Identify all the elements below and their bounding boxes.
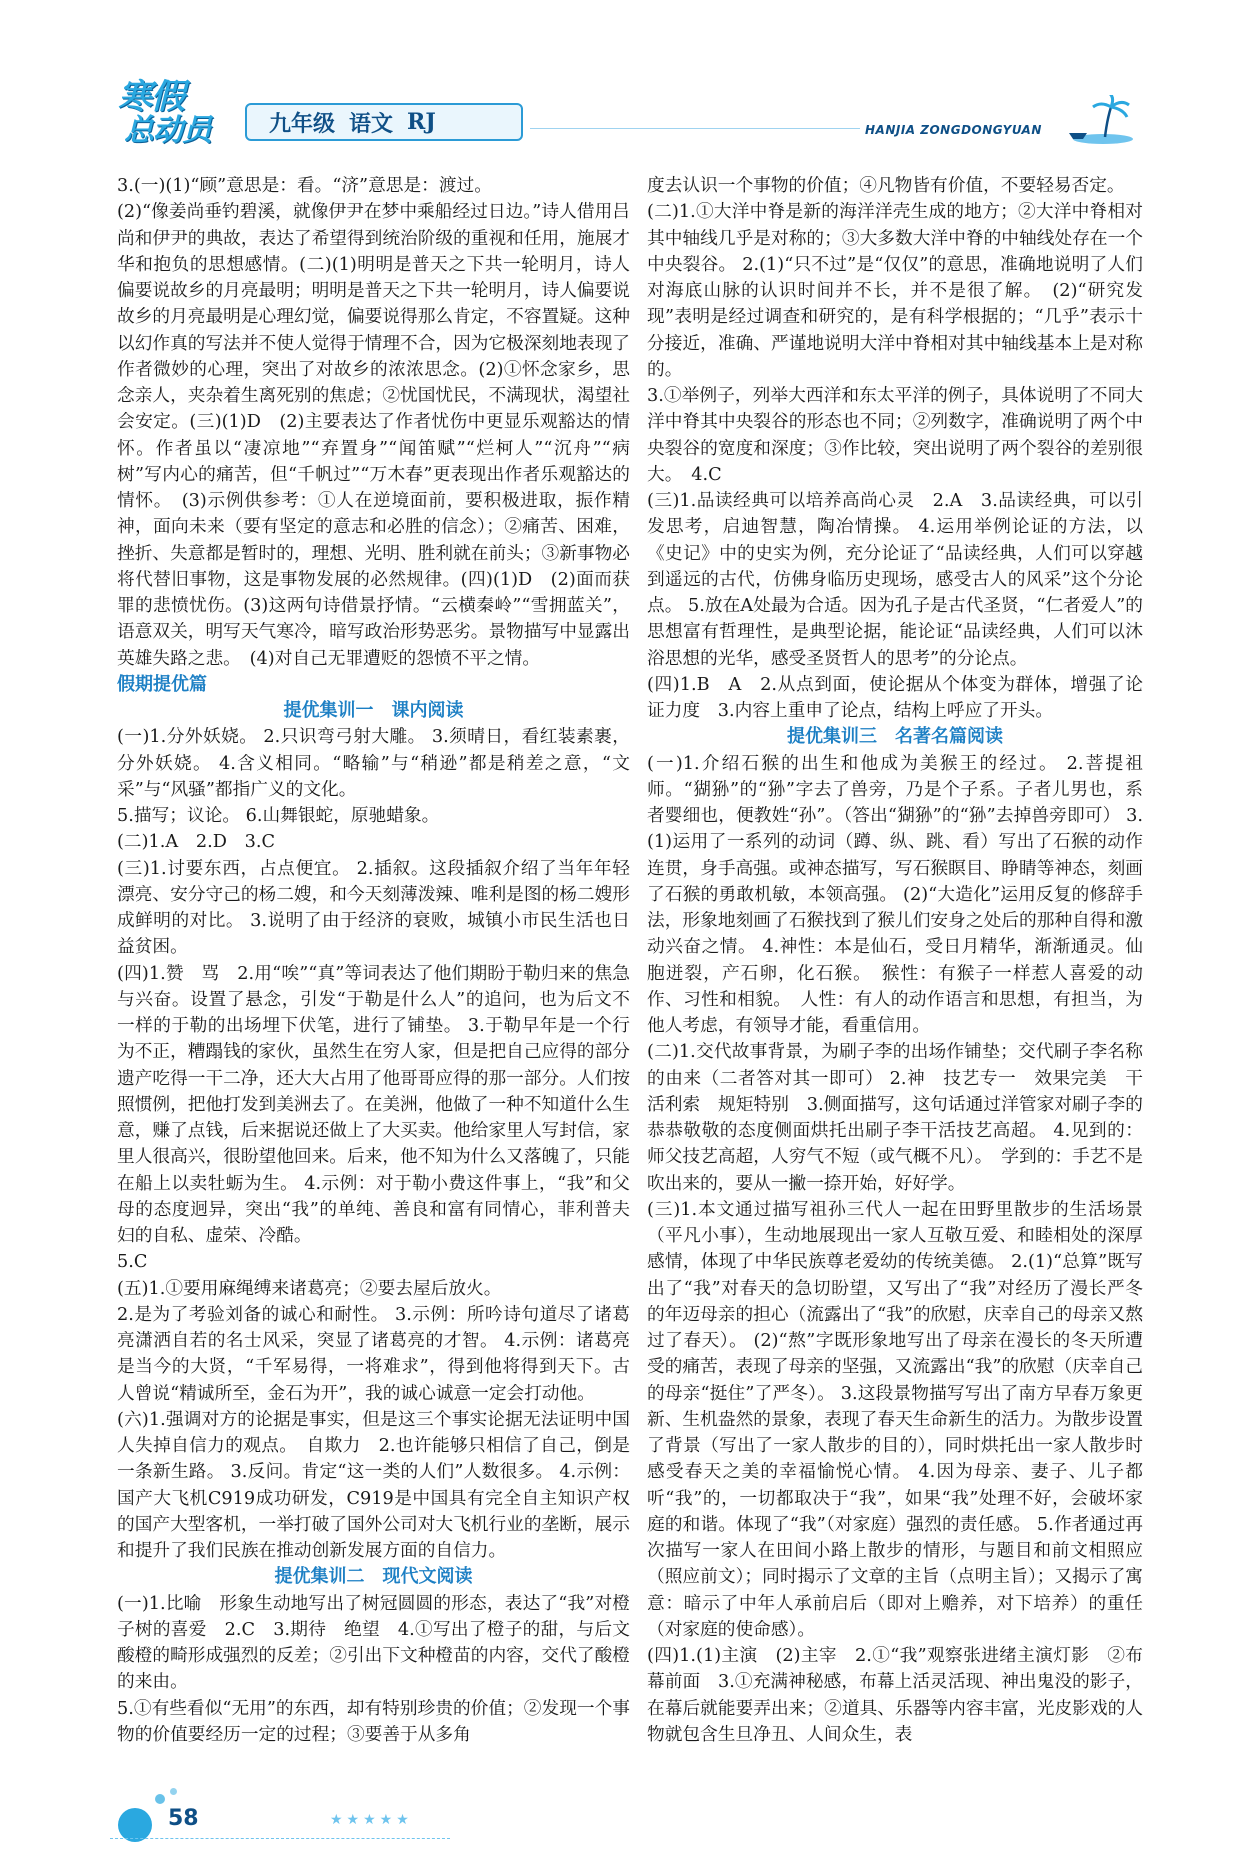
right-column <box>647 173 1143 1748</box>
edition-label: RJ <box>407 109 436 135</box>
page-footer <box>0 1780 1250 1872</box>
logo-line-1: 寒假 <box>118 77 184 117</box>
answer-paragraph: (二)1.A 2.D 3.C <box>117 832 275 853</box>
answer-paragraph: (三)1.讨要东西，占点便宜。 2.插叙。这段插叙介绍了当年年轻漂亮、安分守己的杨二嫂，和今天刻薄泼辣、唯利是图的杨二嫂形成鲜明的对比。 3.说明了由于经济的衰败，城镇小市民生活也日益贫困。 <box>117 858 630 958</box>
answer-paragraph: (五)1.①要用麻绳缚来诸葛亮；②要去屋后放火。 <box>117 1278 502 1299</box>
footer-stars: ★★★★★ <box>330 1812 413 1828</box>
grade-subject-box <box>245 103 523 141</box>
answer-paragraph: 5.C <box>117 1252 148 1273</box>
answer-paragraph: 3.(一)(1)“顾”意思是：看。“济”意思是：渡过。 <box>117 176 492 196</box>
book-logo <box>118 77 213 160</box>
answer-paragraph: (六)1.强调对方的论据是事实，但是这三个事实论据无法证明中国人失掉自信力的观点。 自欺力 2.也许能够只相信了自己，倒是一条新生路。 3.反问。肯定“这一类的人们”人数很多。 4.示例：国产大飞机C919成功研发，C919是中国具有完全自主知识产权的国产大型客机，一举打破了国外公司对大飞机行业的垄断，展示和提升了我们民族在推动创新发展方面的自信力。 <box>117 1409 630 1561</box>
answer-paragraph: (二)1.交代故事背景，为刷子李的出场作铺垫；交代刷子李名称的由来（二者答对其一即可） 2.神 技艺专一 效果完美 干活利索 规矩特别 3.侧面描写，这句话通过洋管家对刷子李的恭恭敬敬的态度侧面烘托出刷子李干活技艺高超。 4.见到的：师父技艺高超，人穷气不短（或气概不凡）。 学到的：手艺不是吹出来的，要从一撇一捺开始，好好学。 <box>647 1042 1143 1194</box>
logo-line-2: 总动员 <box>124 113 211 148</box>
answer-paragraph: 度去认识一个事物的价值；④凡物皆有价值，不要轻易否定。 <box>647 176 1125 196</box>
footer-divider <box>110 1838 450 1840</box>
series-pinyin: HANJIA ZONGDONGYUAN <box>865 123 1042 137</box>
answer-paragraph: (二)1.①大洋中脊是新的海洋洋壳生成的地方；②大洋中脊相对其中轴线几乎是对称的；③大多数大洋中脊的中轴线处存在一个中央裂谷。 2.(1)“只不过”是“仅仅”的意思，准确地说明了人们对海底山脉的认识时间并不长，并不是很了解。 (2)“研究发现”表明是经过调查和研究的，是有科学根据的；“几乎”表示十分接近，准确、严谨地说明大洋中脊相对其中轴线基本上是对称的。 <box>647 202 1143 380</box>
answer-paragraph: (四)1.赞 骂 2.用“唉”“真”等词表达了他们期盼于勒归来的焦急与兴奋。设置了悬念，引发“于勒是什么人”的追问，也为后文不一样的于勒的出场埋下伏笔，进行了铺垫。 3.于勒早年是一个行为不正，糟蹋钱的家伙，虽然生在穷人家，但是把自己应得的部分遗产吃得一干二净，还大大占用了他哥哥应得的那一部分。人们按照惯例，把他打发到美洲去了。在美洲，他做了一种不知道什么生意，赚了点钱，后来据说还做上了大买卖。他给家里人写封信，家里人很高兴，很盼望他回来。后来，他不知为什么又落魄了，只能在船上以卖牡蛎为生。 4.示例：对于勒小费这件事上，“我”和父母的态度迥异，突出“我”的单纯、善良和富有同情心，菲利普夫妇的自私、虚荣、冷酷。 <box>117 963 630 1246</box>
answer-paragraph: (四)1.(1)主演 (2)主宰 2.①“我”观察张进绪主演灯影 ②布幕前面 3.①充满神秘感，布幕上活灵活现、神出鬼没的影子，在幕后就能要弄出来；②道具、乐器等内容丰富，光皮影戏的人物就包含生旦净丑、人间众生，表 <box>647 1646 1143 1745</box>
answer-paragraph: (一)1.介绍石猴的出生和他成为美猴王的经过。 2.菩提祖师。“猢狲”的“狲”字去了兽旁，乃是个子系。子者儿男也，系者婴细也，便教姓“孙”。（答出“猢狲”的“狲”去掉兽旁即可） 3.(1)运用了一系列的动词（蹲、纵、跳、看）写出了石猴的动作连贯，身手高强。或神态描写，写石猴瞑目、睁睛等神态，刻画了石猴的勇敢机敏，本领高强。 (2)“大造化”运用反复的修辞手法，形象地刻画了石猴找到了猴儿们安身之处后的那种自得和激动兴奋之情。 4.神性：本是仙石，受日月精华，渐渐通灵。仙胞迸裂，产石卵，化石猴。 猴性：有猴子一样惹人喜爱的动作、习性和相貌。 人性：有人的动作语言和思想，有担当，为他人考虑，有领导才能，看重信用。 <box>647 753 1143 1036</box>
footer-bubble <box>170 1788 177 1795</box>
answer-paragraph: (三)1.品读经典可以培养高尚心灵 2.A 3.品读经典，可以引发思考，启迪智慧，陶冶情操。 4.运用举例论证的方法，以《史记》中的史实为例，充分论证了“品读经典，人们可以穿越到遥远的古代，仿佛身临历史现场，感受古人的风采”这个分论点。 5.放在A处最为合适。因为孔子是古代圣贤，“仁者爱人”的思想富有哲理性，是典型论据，能论证“品读经典，人们可以沐浴思想的光华，感受圣贤哲人的思考”的分论点。 <box>647 491 1143 669</box>
header-divider <box>530 128 860 129</box>
grade-label: 九年级 <box>269 110 336 137</box>
palm-island-icon <box>1065 95 1135 145</box>
subsection-heading: 提优集训二 现代文阅读 <box>274 1566 473 1588</box>
page-header <box>0 0 1250 170</box>
page-number: 58 <box>168 1806 199 1831</box>
answer-paragraph: 5.描写；议论。 6.山舞银蛇，原驰蜡象。 <box>117 806 440 826</box>
answer-paragraph: (三)1.本文通过描写祖孙三代人一起在田野里散步的生活场景（平凡小事），生动地展现出一家人互敬互爱、和睦相处的深厚感情，体现了中华民族尊老爱幼的传统美德。 2.(1)“总算”既写出了“我”对春天的急切盼望，又写出了“我”对经历了漫长严冬的年迈母亲的担心（流露出了“我”的欣慰，庆幸自己的母亲又熬过了春天）。 (2)“熬”字既形象地写出了母亲在漫长的冬天所遭受的痛苦，表现了母亲的坚强，又流露出“我”的欣慰（庆幸自己的母亲“挺住”了严冬）。 3.这段景物描写写出了南方早春万象更新、生机盎然的景象，表现了春天生命新生的活力。为散步设置了背景（写出了一家人散步的目的），同时烘托出一家人散步时感受春天之美的幸福愉悦心情。 4.因为母亲、妻子、儿子都听“我”的，一切都取决于“我”，如果“我”处理不好，会破坏家庭的和谐。体现了“我”（对家庭）强烈的责任感。 5.作者通过再次描写一家人在田间小路上散步的情形，与题目和前文相照应（照应前文）；同时揭示了文章的主旨（点明主旨）；又揭示了寓意：暗示了中年人承前启后（即对上赡养，对下培养）的重任（对家庭的使命感）。 <box>647 1199 1143 1640</box>
answer-paragraph: (一)1.分外妖娆。 2.只识弯弓射大雕。 3.须晴日，看红装素裹，分外妖娆。 4.含义相同。“略输”与“稍逊”都是稍差之意，“文采”与“风骚”都指广义的文化。 <box>117 727 630 800</box>
answer-paragraph: 3.①举例子，列举大西洋和东太平洋的例子，具体说明了不同大洋中脊其中央裂谷的形态也不同；②列数字，准确说明了两个中央裂谷的宽度和深度；③作比较，突出说明了两个裂谷的差别很大。 4.C <box>647 386 1143 485</box>
section-heading: 假期提优篇 <box>117 673 207 695</box>
subsection-heading: 提优集训一 课内阅读 <box>283 700 464 721</box>
footer-bubble <box>155 1794 165 1804</box>
answer-paragraph: (四)1.B A 2.从点到面，使论据从个体变为群体，增强了论证力度 3.内容上重申了论点，结构上呼应了开头。 <box>647 674 1143 721</box>
answer-paragraph: 2.是为了考验刘备的诚心和耐性。 3.示例：所吟诗句道尽了诸葛亮潇洒自若的名士风采，突显了诸葛亮的才智。 4.示例：诸葛亮是当今的大贤，“千军易得，一将难求”，得到他将得到天下。古人曾说“精诚所至，金石为开”，我的诚心诚意一定会打动他。 <box>117 1304 630 1404</box>
answer-paragraph: (2)“像姜尚垂钓碧溪，就像伊尹在梦中乘船经过日边。”诗人借用吕尚和伊尹的典故，表达了希望得到统治阶级的重视和任用，施展才华和抱负的思想感情。(二)(1)明明是普天之下共一轮明月，诗人偏要说故乡的月亮最明；明明是普天之下共一轮明月，诗人偏要说故乡的月亮最明是心理幻觉，偏要说得那么肯定，不容置疑。这种以幻作真的写法并不使人觉得于情理不合，因为它极深刻地表现了作者微妙的心理，突出了对故乡的浓浓思念。(2)①怀念家乡，思念亲人，夹杂着生离死别的焦虑；②忧国忧民，不满现状，渴望社会安定。(三)(1)D (2)主要表达了作者忧伤中更显乐观豁达的情怀。作者虽以“凄凉地”“弃置身”“闻笛赋”“烂柯人”“沉舟”“病树”写内心的痛苦，但“千帆过”“万木春”更表现出作者乐观豁达的情怀。 (3)示例供参考：①人在逆境面前，要积极进取，振作精神，面向未来（要有坚定的意志和必胜的信念）；②痛苦、困难，挫折、失意都是暂时的，理想、光明、胜利就在前头；③新事物必将代替旧事物，这是事物发展的必然规律。(四)(1)D (2)面而获罪的悲愤忧伤。(3)这两句诗借景抒情。“云横秦岭”“雪拥蓝关”，语意双关，明写天气寒冷，暗写政治形势恶劣。景物描写中显露出英雄失路之悲。 (4)对自己无罪遭贬的怨愤不平之情。 <box>117 202 630 669</box>
answer-paragraph: (一)1.比喻 形象生动地写出了树冠圆圆的形态，表达了“我”对橙子树的喜爱 2.C 3.期待 绝望 4.①写出了橙子的甜，与后文酸橙的畸形成强烈的反差；②引出下文种橙苗的内容，交代了酸橙的来由。 <box>117 1593 630 1693</box>
subject-label: 语文 <box>349 110 394 137</box>
footer-bubble <box>118 1808 152 1842</box>
subsection-heading: 提优集训三 名著名篇阅读 <box>787 726 1003 748</box>
left-column <box>117 173 630 1748</box>
answer-paragraph: 5.①有些看似“无用”的东西，却有特别珍贵的价值；②发现一个事物的价值要经历一定的过程；③要善于从多角 <box>117 1698 630 1745</box>
